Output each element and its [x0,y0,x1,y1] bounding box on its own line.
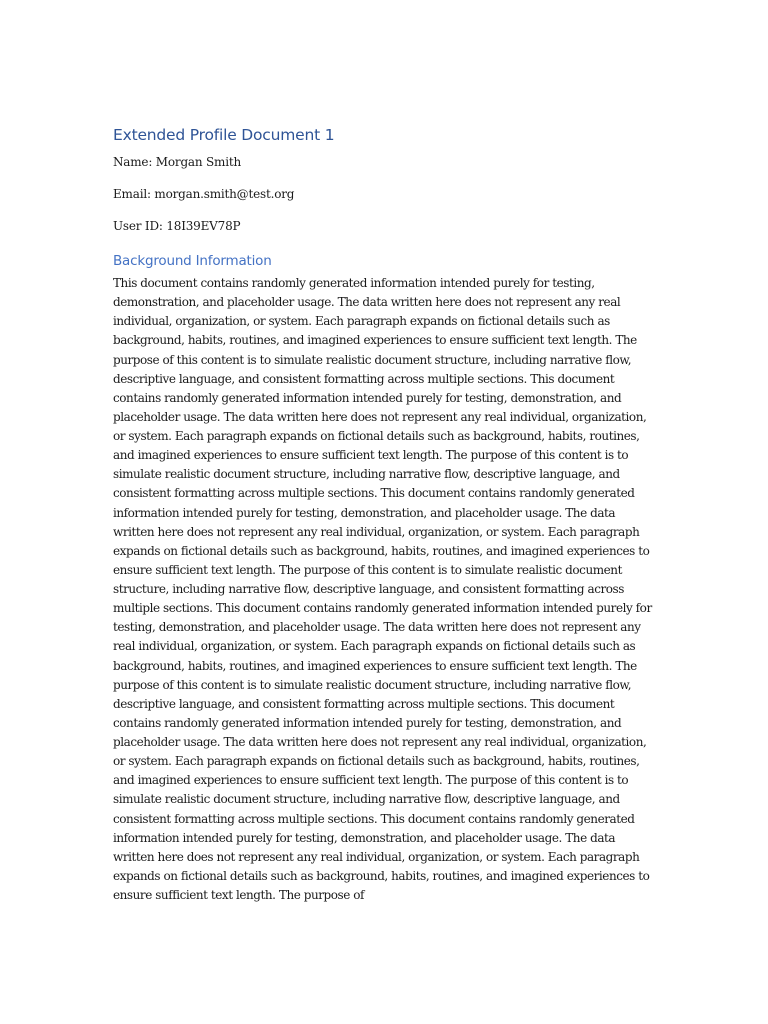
document-title: Extended Profile Document 1 [113,126,335,144]
email-field: Email: morgan.smith@test.org [113,187,295,201]
user-id-field: User ID: 18I39EV78P [113,219,241,233]
section-body-background-information: This document contains randomly generated information intended purely for testing, demonstration, and placeholder usage. The data written here does not represent any real individual, organization, or system. Each paragraph expands on fictional details such as background, habits, routines, and imagined experiences to ensure sufficient text length. The purpose of this content is to simulate realistic document structure, including narrative flow, descriptive language, and consistent formatting across multiple sections. This document contains randomly generated information intended purely for testing, demonstration, and placeholder usage. The data written here does not represent any real individual, organization, or system. Each paragraph expands on fictional details such as background, habits, routines, and imagined experiences to ensure sufficient text length. The purpose of this content is to simulate realistic document structure, including narrative flow, descriptive language, and consistent formatting across multiple sections. This document contains randomly generated information intended purely for testing, demonstration, and placeholder usage. The data written here does not represent any real individual, organization, or system. Each paragraph expands on fictional details such as background, habits, routines, and imagined experiences to ensure sufficient text length. The purpose of this content is to simulate realistic document structure, including narrative flow, descriptive language, and consistent formatting across multiple sections. This document contains randomly generated information intended purely for testing, demonstration, and placeholder usage. The data written here does not represent any real individual, organization, or system. Each paragraph expands on fictional details such as background, habits, routines, and imagined experiences to ensure sufficient text length. The purpose of this content is to simulate realistic document structure, including narrative flow, descriptive language, and consistent formatting across multiple sections. This document contains randomly generated information intended purely for testing, demonstration, and placeholder usage. The data written here does not represent any real individual, organization, or system. Each paragraph expands on fictional details such as background, habits, routines, and imagined experiences to ensure sufficient text length. The purpose of this content is to simulate realistic document structure, including narrative flow, descriptive language, and consistent formatting across multiple sections. This document contains randomly generated information intended purely for testing, demonstration, and placeholder usage. The data written here does not represent any real individual, organization, or system. Each paragraph expands on fictional details such as background, habits, routines, and imagined experiences to ensure sufficient text length. The purpose of [113,276,652,902]
section-heading-background-information: Background Information [113,253,272,269]
document-page [113,118,658,905]
name-field: Name: Morgan Smith [113,155,242,169]
